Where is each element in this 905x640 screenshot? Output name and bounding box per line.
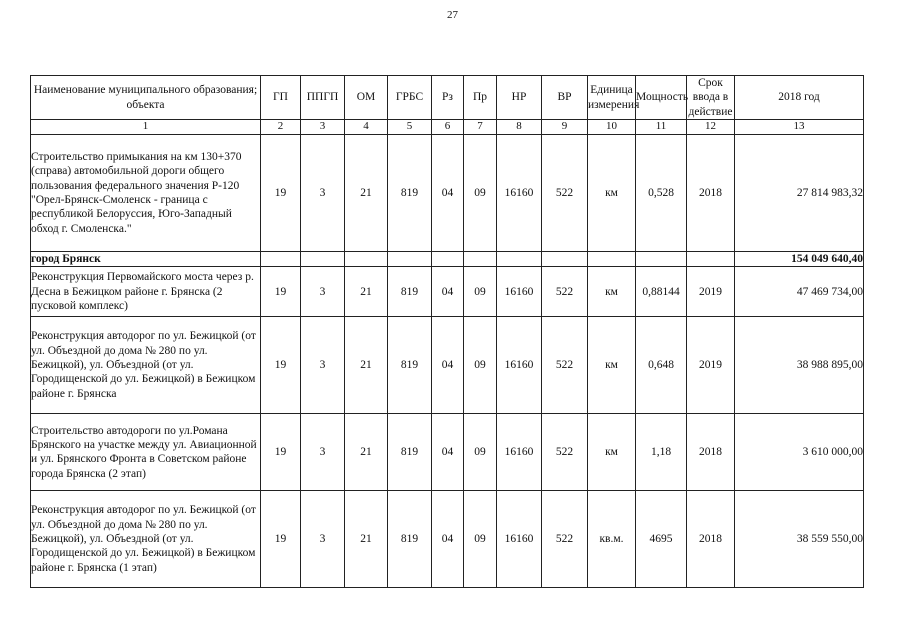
cell-gp: 19 xyxy=(261,134,301,251)
cell-amount: 27 814 983,32 xyxy=(735,134,864,251)
header-nr: НР xyxy=(497,76,542,120)
header-name: Наименование муниципального образования; объекта xyxy=(31,76,261,120)
object-name: Реконструкция автодорог по ул. Бежицкой (от ул. Объездной до дома № 280 по ул. Бежицкой), ул. Объездной (от ул. Городищенской до ул. Бежицкой) в Бежицком районе г. Брянска xyxy=(31,317,261,414)
cell-nr: 16160 xyxy=(497,491,542,588)
empty-cell xyxy=(261,251,301,266)
table-row xyxy=(31,267,864,317)
cell-power: 0,648 xyxy=(636,317,687,414)
object-name: Реконструкция автодорог по ул. Бежицкой (от ул. Объездной до дома № 280 по ул. Бежицкой), ул. Объездной (от ул. Городищенской до ул. Бежицкой) в Бежицком районе г. Брянска (1 этап) xyxy=(31,491,261,588)
cell-pr: 09 xyxy=(464,317,497,414)
cell-unit: км xyxy=(588,317,636,414)
cell-unit: кв.м. xyxy=(588,491,636,588)
cell-om: 21 xyxy=(345,317,388,414)
cell-term: 2018 xyxy=(687,134,735,251)
header-pgp: ППГП xyxy=(301,76,345,120)
header-row xyxy=(31,76,864,120)
column-number: 6 xyxy=(432,120,464,135)
column-number: 5 xyxy=(388,120,432,135)
table-row xyxy=(31,491,864,588)
object-name: Строительство автодороги по ул.Романа Брянского на участке между ул. Авиационной и ул. Брянского Фронта в Советском районе города Брянска (2 этап) xyxy=(31,414,261,491)
cell-rz: 04 xyxy=(432,491,464,588)
cell-pr: 09 xyxy=(464,491,497,588)
group-row xyxy=(31,251,864,266)
cell-pr: 09 xyxy=(464,267,497,317)
empty-cell xyxy=(542,251,588,266)
column-number: 8 xyxy=(497,120,542,135)
cell-grbs: 819 xyxy=(388,317,432,414)
cell-term: 2018 xyxy=(687,491,735,588)
empty-cell xyxy=(301,251,345,266)
cell-amount: 38 559 550,00 xyxy=(735,491,864,588)
cell-nr: 16160 xyxy=(497,414,542,491)
page-number: 27 xyxy=(447,9,458,21)
cell-amount: 47 469 734,00 xyxy=(735,267,864,317)
cell-nr: 16160 xyxy=(497,134,542,251)
cell-nr: 16160 xyxy=(497,267,542,317)
cell-power: 1,18 xyxy=(636,414,687,491)
cell-term: 2018 xyxy=(687,414,735,491)
header-power: Мощность xyxy=(636,76,687,120)
header-year: 2018 год xyxy=(735,76,864,120)
empty-cell xyxy=(388,251,432,266)
column-number: 9 xyxy=(542,120,588,135)
empty-cell xyxy=(636,251,687,266)
cell-pgp: 3 xyxy=(301,134,345,251)
cell-gp: 19 xyxy=(261,491,301,588)
header-grbs: ГРБС xyxy=(388,76,432,120)
column-number-row xyxy=(31,120,864,135)
cell-vr: 522 xyxy=(542,317,588,414)
cell-grbs: 819 xyxy=(388,414,432,491)
cell-pgp: 3 xyxy=(301,414,345,491)
cell-pgp: 3 xyxy=(301,317,345,414)
cell-vr: 522 xyxy=(542,491,588,588)
column-number: 10 xyxy=(588,120,636,135)
cell-unit: км xyxy=(588,267,636,317)
header-pr: Пр xyxy=(464,76,497,120)
cell-om: 21 xyxy=(345,267,388,317)
cell-om: 21 xyxy=(345,491,388,588)
column-number: 13 xyxy=(735,120,864,135)
empty-cell xyxy=(497,251,542,266)
cell-amount: 38 988 895,00 xyxy=(735,317,864,414)
header-vr: ВР xyxy=(542,76,588,120)
cell-term: 2019 xyxy=(687,267,735,317)
cell-rz: 04 xyxy=(432,317,464,414)
cell-om: 21 xyxy=(345,134,388,251)
empty-cell xyxy=(345,251,388,266)
header-rz: Рз xyxy=(432,76,464,120)
header-gp: ГП xyxy=(261,76,301,120)
cell-rz: 04 xyxy=(432,267,464,317)
cell-gp: 19 xyxy=(261,414,301,491)
header-term: Срок ввода в действие xyxy=(687,76,735,120)
empty-cell xyxy=(687,251,735,266)
group-amount: 154 049 640,40 xyxy=(735,251,864,266)
object-name: Реконструкция Первомайского моста через р. Десна в Бежицком районе г. Брянска (2 пусковой комплекс) xyxy=(31,267,261,317)
cell-rz: 04 xyxy=(432,134,464,251)
empty-cell xyxy=(432,251,464,266)
cell-power: 4695 xyxy=(636,491,687,588)
cell-grbs: 819 xyxy=(388,134,432,251)
cell-grbs: 819 xyxy=(388,491,432,588)
cell-gp: 19 xyxy=(261,267,301,317)
cell-pgp: 3 xyxy=(301,267,345,317)
cell-term: 2019 xyxy=(687,317,735,414)
cell-om: 21 xyxy=(345,414,388,491)
column-number: 2 xyxy=(261,120,301,135)
cell-vr: 522 xyxy=(542,267,588,317)
cell-pgp: 3 xyxy=(301,491,345,588)
cell-nr: 16160 xyxy=(497,317,542,414)
cell-rz: 04 xyxy=(432,414,464,491)
cell-power: 0,88144 xyxy=(636,267,687,317)
table-row xyxy=(31,134,864,251)
group-name: город Брянск xyxy=(31,251,261,266)
empty-cell xyxy=(588,251,636,266)
cell-unit: км xyxy=(588,414,636,491)
cell-gp: 19 xyxy=(261,317,301,414)
budget-table xyxy=(30,75,864,588)
column-number: 1 xyxy=(31,120,261,135)
cell-pr: 09 xyxy=(464,414,497,491)
cell-vr: 522 xyxy=(542,414,588,491)
cell-power: 0,528 xyxy=(636,134,687,251)
column-number: 7 xyxy=(464,120,497,135)
header-om: ОМ xyxy=(345,76,388,120)
object-name: Строительство примыкания на км 130+370 (справа) автомобильной дороги общего пользования федерального значения Р-120 "Орел-Брянск-Смоленск - граница с республикой Белоруссия, Юго-Западный обход г. Смоленска." xyxy=(31,134,261,251)
cell-pr: 09 xyxy=(464,134,497,251)
empty-cell xyxy=(464,251,497,266)
cell-amount: 3 610 000,00 xyxy=(735,414,864,491)
cell-unit: км xyxy=(588,134,636,251)
column-number: 3 xyxy=(301,120,345,135)
cell-vr: 522 xyxy=(542,134,588,251)
table-row xyxy=(31,317,864,414)
cell-grbs: 819 xyxy=(388,267,432,317)
header-unit: Единица измерения xyxy=(588,76,636,120)
table-row xyxy=(31,414,864,491)
column-number: 4 xyxy=(345,120,388,135)
column-number: 11 xyxy=(636,120,687,135)
column-number: 12 xyxy=(687,120,735,135)
